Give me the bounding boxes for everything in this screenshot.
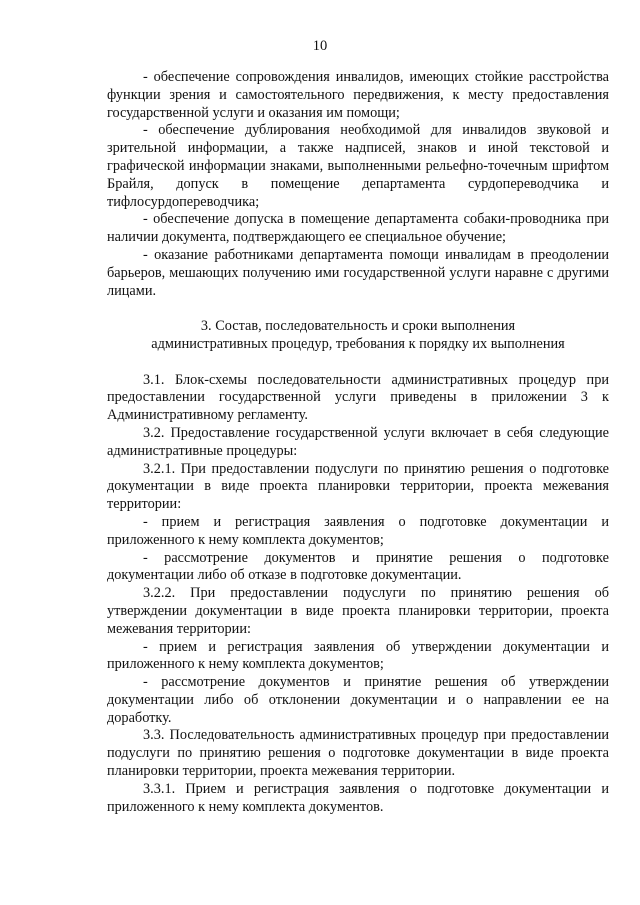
- paragraph: 3.1. Блок-схемы последовательности административных процедур при предоставлении государственной услуги приведены в приложении 3 к Административному регламенту.: [107, 371, 609, 424]
- paragraph: - обеспечение дублирования необходимой для инвалидов звуковой и зрительной информации, а также надписей, знаков и иной текстовой и графической информации знаками, выполненными рельефно-точечным шрифтом Брайля, допуск в помещение департамента сурдопереводчика и тифлосурдопереводчика;: [107, 122, 609, 210]
- paragraph: 3.3. Последовательность административных процедур при предоставлении подуслуги по принятию решения о подготовке документации в виде проекта планировки территории, проекта межевания территории.: [107, 727, 609, 780]
- paragraph: - оказание работниками департамента помощи инвалидам в преодолении барьеров, мешающих получению ими государственной услуги наравне с другими лицами.: [107, 246, 609, 299]
- paragraph: 3.3.1. Прием и регистрация заявления о подготовке документации и приложенного к нему комплекта документов.: [107, 780, 609, 815]
- paragraph: - прием и регистрация заявления об утверждении документации и приложенного к нему комплекта документов;: [107, 638, 609, 673]
- paragraph: - рассмотрение документов и принятие решения об утверждении документации либо об отклонении документации и о направлении ее на доработку.: [107, 674, 609, 726]
- section-heading-line: 3. Состав, последовательность и сроки выполнения: [200, 318, 516, 335]
- section-heading: [107, 318, 609, 354]
- document-body: [107, 69, 609, 816]
- section-heading-line: административных процедур, требования к порядку их выполнения: [151, 335, 565, 352]
- paragraph: - обеспечение допуска в помещение департамента собаки-проводника при наличии документа, подтверждающего ее специальное обучение;: [107, 211, 609, 246]
- paragraph: - обеспечение сопровождения инвалидов, имеющих стойкие расстройства функции зрения и самостоятельного передвижения, к месту предоставления государственной услуги и оказания им помощи;: [107, 69, 609, 121]
- paragraph: - прием и регистрация заявления о подготовке документации и приложенного к нему комплекта документов;: [107, 513, 609, 548]
- paragraph: 3.2.2. При предоставлении подуслуги по принятию решения об утверждении документации в виде проекта планировки территории, проекта межевания территории:: [107, 585, 609, 637]
- paragraph: 3.2.1. При предоставлении подуслуги по принятию решения о подготовке документации в виде проекта планировки территории, проекта межевания территории:: [107, 460, 609, 513]
- paragraph: - рассмотрение документов и принятие решения о подготовке документации либо об отказе в подготовке документации.: [107, 549, 609, 584]
- paragraph: 3.2. Предоставление государственной услуги включает в себя следующие административные процедуры:: [107, 424, 609, 459]
- page-number: 10: [312, 38, 328, 54]
